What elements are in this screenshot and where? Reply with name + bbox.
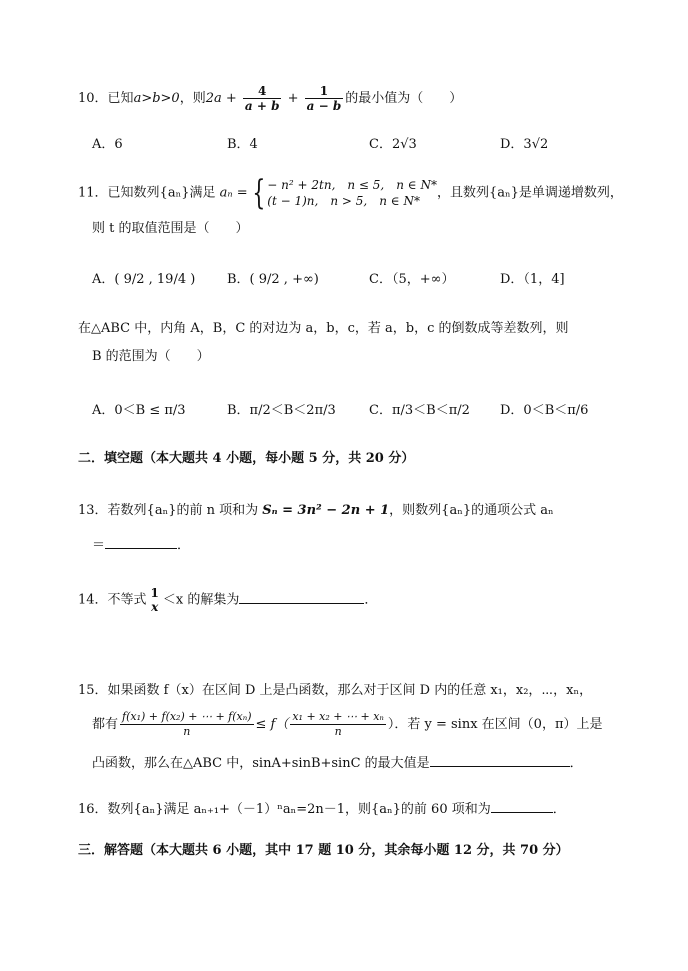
section-heading-fill-in: 二．填空题（本大题共 4 小题，每小题 5 分，共 20 分） bbox=[78, 451, 415, 466]
answer-blank-16[interactable] bbox=[491, 800, 553, 813]
question-13-line1: 13．若数列{aₙ}的前 n 项和为 Sₙ = 3n² − 2n + 1，则数列{aₙ}的通项公式 aₙ bbox=[78, 503, 554, 518]
q12-option-d[interactable]: D．0＜B＜π/6 bbox=[500, 403, 589, 418]
answer-blank-14[interactable] bbox=[239, 591, 364, 604]
question-15-line3: 凸函数，那么在△ABC 中，sinA+sinB+sinC 的最大值是 ． bbox=[92, 756, 583, 771]
question-13-line2: ＝ ． bbox=[92, 538, 191, 553]
question-15-line1: 15．如果函数 f（x）在区间 D 上是凸函数，那么对于区间 D 内的任意 x₁，x₂，⋯，xₙ， bbox=[78, 683, 593, 698]
q12-option-c[interactable]: C．π/3＜B＜π/2 bbox=[369, 403, 470, 418]
q11-option-a[interactable]: A．( 9/2 , 19/4 ) bbox=[92, 272, 196, 287]
question-10-stem: 10．已知a>b>0，则2a + $\frac{4}{a + b}$ + $\frac{1}{a - b}$ 的最小值为（ ） bbox=[78, 84, 463, 113]
q11-option-d[interactable]: D．（1，4] bbox=[500, 272, 565, 287]
question-11-line2: 则 t 的取值范围是（ ） bbox=[92, 221, 249, 236]
fraction-4-over-a-plus-b: $\frac{4}{a + b}$ bbox=[244, 84, 280, 113]
q12-option-a[interactable]: A．0＜B ≤ π/3 bbox=[92, 403, 186, 418]
question-14: 14．不等式 1 x ＜x 的解集为 ． bbox=[78, 586, 378, 614]
section-heading-answer: 三．解答题（本大题共 6 小题，其中 17 题 10 分，其余每小题 12 分，共 70 分） bbox=[78, 843, 569, 858]
question-16: 16．数列{aₙ}满足 aₙ₊₁+（－1）ⁿaₙ=2n－1，则{aₙ}的前 60 项和为 ． bbox=[78, 802, 566, 817]
piecewise-cases: − n² + 2tn, n ≤ 5, n ∈ N* (t − 1)n, n > 5, n ∈ N* bbox=[267, 178, 437, 208]
q10-option-b[interactable]: B．4 bbox=[227, 137, 258, 152]
question-12-line1: 在△ABC 中，内角 A，B，C 的对边为 a，b，c，若 a，b，c 的倒数成等差数列，则 bbox=[78, 321, 569, 336]
sn-formula: Sₙ = 3n² − 2n + 1 bbox=[262, 503, 390, 518]
fraction-average-of-f: $\frac{\text{f(x₁) + f(x₂) + ⋯ + f(xₙ)}}{n}$ bbox=[122, 710, 252, 738]
brace-symbol: { bbox=[251, 173, 265, 213]
fraction-1-over-a-minus-b: $\frac{1}{a - b}$ bbox=[306, 84, 342, 113]
q12-option-b[interactable]: B．π/2＜B＜2π/3 bbox=[227, 403, 336, 418]
answer-blank-13[interactable] bbox=[105, 536, 177, 549]
q11-option-c[interactable]: C．（5，+∞） bbox=[369, 272, 455, 287]
q10-option-a[interactable]: A．6 bbox=[92, 137, 123, 152]
q10-option-c[interactable]: C．2√3 bbox=[369, 137, 417, 152]
question-15-line2: 都有 $\frac{\text{f(x₁) + f(x₂) + ⋯ + f(xₙ)}}{n}$ ≤ f（ $\frac{\text{x₁ + x₂ + ⋯ + xₙ}}{n}$ ）．若 y = sinx 在区间（0，π）上是 bbox=[92, 710, 603, 738]
fraction-1-over-x: 1 x bbox=[150, 586, 159, 614]
question-11-stem: 11．已知数列{aₙ}满足 aₙ = { − n² + 2tn, n ≤ 5, n ∈ N* (t − 1)n, n > 5, n ∈ N* ，且数列{aₙ}是单调递增数列， bbox=[78, 173, 623, 213]
q10-option-d[interactable]: D．3√2 bbox=[500, 137, 549, 152]
q11-option-b[interactable]: B．( 9/2 , +∞) bbox=[227, 272, 319, 287]
answer-blank-15[interactable] bbox=[430, 754, 570, 767]
question-12-line2: B 的范围为（ ） bbox=[92, 349, 210, 364]
fraction-average-of-x: $\frac{\text{x₁ + x₂ + ⋯ + xₙ}}{n}$ bbox=[292, 710, 384, 738]
